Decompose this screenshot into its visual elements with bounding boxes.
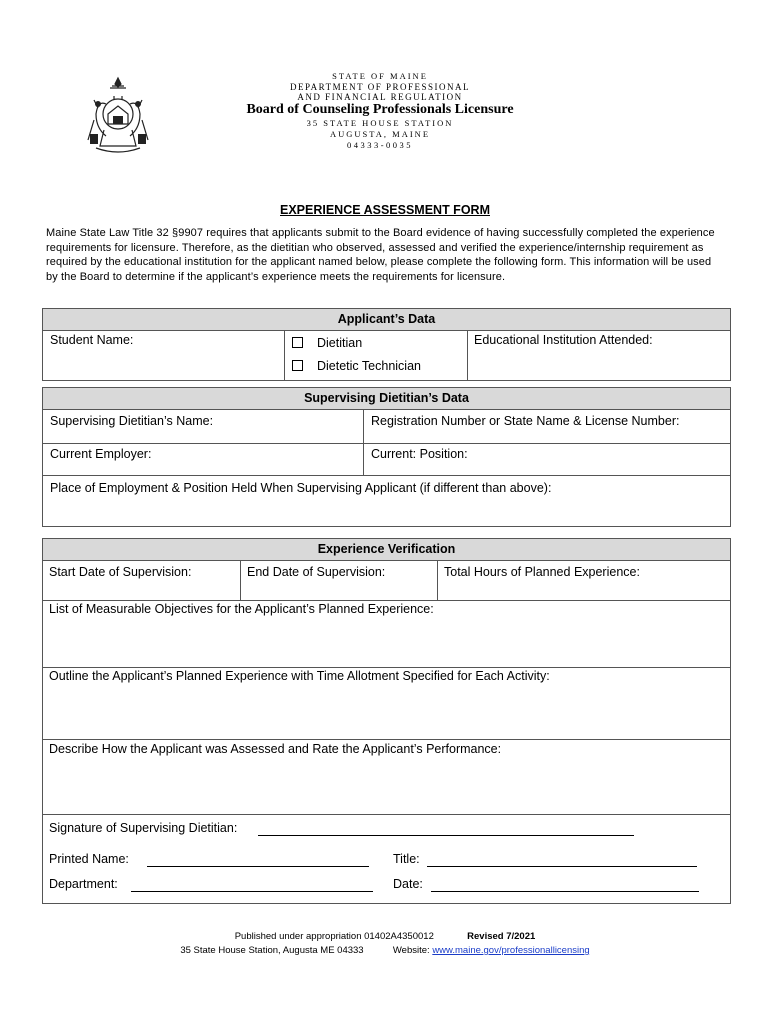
assessment-field[interactable]: Describe How the Applicant was Assessed and Rate the Applicant’s Performance: (49, 742, 502, 756)
printed-name-label: Printed Name: (49, 852, 129, 866)
signature-line[interactable] (258, 835, 634, 836)
state-name: STATE OF MAINE (332, 71, 428, 81)
footer-line-2 (0, 945, 770, 956)
department-line[interactable] (131, 891, 373, 892)
institution-field[interactable]: Educational Institution Attended: (474, 333, 653, 347)
experience-verification-section (42, 538, 731, 904)
applicant-data-section (42, 308, 731, 381)
dietetic-technician-label: Dietetic Technician (317, 359, 421, 373)
revised-date: Revised 7/2021 (467, 931, 536, 942)
planned-experience-field[interactable]: Outline the Applicant’s Planned Experience with Time Allotment Specified for Each Activity: (49, 669, 550, 683)
total-hours-field[interactable]: Total Hours of Planned Experience: (444, 565, 640, 579)
current-position-field[interactable]: Current: Position: (371, 447, 468, 461)
department-line-2: AND FINANCIAL REGULATION (297, 92, 463, 102)
published-note: Published under appropriation 01402A4350012 (234, 931, 434, 942)
supervisor-data-heading: Supervising Dietitian’s Data (43, 388, 730, 410)
dietitian-option[interactable] (292, 336, 362, 350)
website-link[interactable]: www.maine.gov/professionallicensing (432, 945, 590, 956)
website-label: Website: (392, 945, 430, 956)
dietetic-technician-option[interactable] (292, 359, 421, 373)
applicant-data-heading: Applicant’s Data (43, 309, 730, 331)
dietitian-label: Dietitian (317, 336, 363, 350)
date-label: Date: (393, 877, 423, 891)
printed-name-line[interactable] (147, 866, 369, 867)
address-line-2: AUGUSTA, MAINE (329, 129, 431, 139)
signature-label: Signature of Supervising Dietitian: (49, 821, 238, 835)
student-name-field[interactable]: Student Name: (50, 333, 134, 347)
registration-number-field[interactable]: Registration Number or State Name & License Number: (371, 414, 680, 428)
address-line-1: 35 STATE HOUSE STATION (306, 118, 454, 128)
end-date-field[interactable]: End Date of Supervision: (247, 565, 386, 579)
footer-line-1 (0, 931, 770, 942)
place-of-employment-field[interactable]: Place of Employment & Position Held When Supervising Applicant (if different than above): (50, 481, 552, 495)
supervisor-name-field[interactable]: Supervising Dietitian’s Name: (50, 414, 214, 428)
form-title: EXPERIENCE ASSESSMENT FORM (280, 203, 490, 217)
intro-paragraph: Maine State Law Title 32 §9907 requires that applicants submit to the Board evidence of having successfully completed the experience requirements for licensure. Therefore, as the dietitian who observed, assessed and verified the experience/internship requirement as required by the educational institution for the applicant named below, please complete the following form. This information will be used by the Board to determine if the applicant’s experience meets the requirements for licensure. (46, 227, 715, 283)
department-line-1: DEPARTMENT OF PROFESSIONAL (290, 82, 470, 92)
current-employer-field[interactable]: Current Employer: (50, 447, 152, 461)
objectives-field[interactable]: List of Measurable Objectives for the Applicant’s Planned Experience: (49, 602, 434, 616)
footer-address: 35 State House Station, Augusta ME 04333 (180, 945, 364, 956)
dietetic-technician-checkbox[interactable] (292, 360, 303, 371)
dietitian-checkbox[interactable] (292, 337, 303, 348)
date-line[interactable] (431, 891, 699, 892)
board-name: Board of Counseling Professionals Licensure (246, 102, 514, 117)
start-date-field[interactable]: Start Date of Supervision: (49, 565, 192, 579)
zip-code: 04333-0035 (346, 140, 414, 150)
title-line[interactable] (427, 866, 697, 867)
supervisor-data-section (42, 387, 731, 527)
experience-verification-heading: Experience Verification (43, 539, 730, 561)
maine-state-seal-icon (84, 74, 152, 154)
title-label: Title: (393, 852, 420, 866)
department-label: Department: (49, 877, 118, 891)
